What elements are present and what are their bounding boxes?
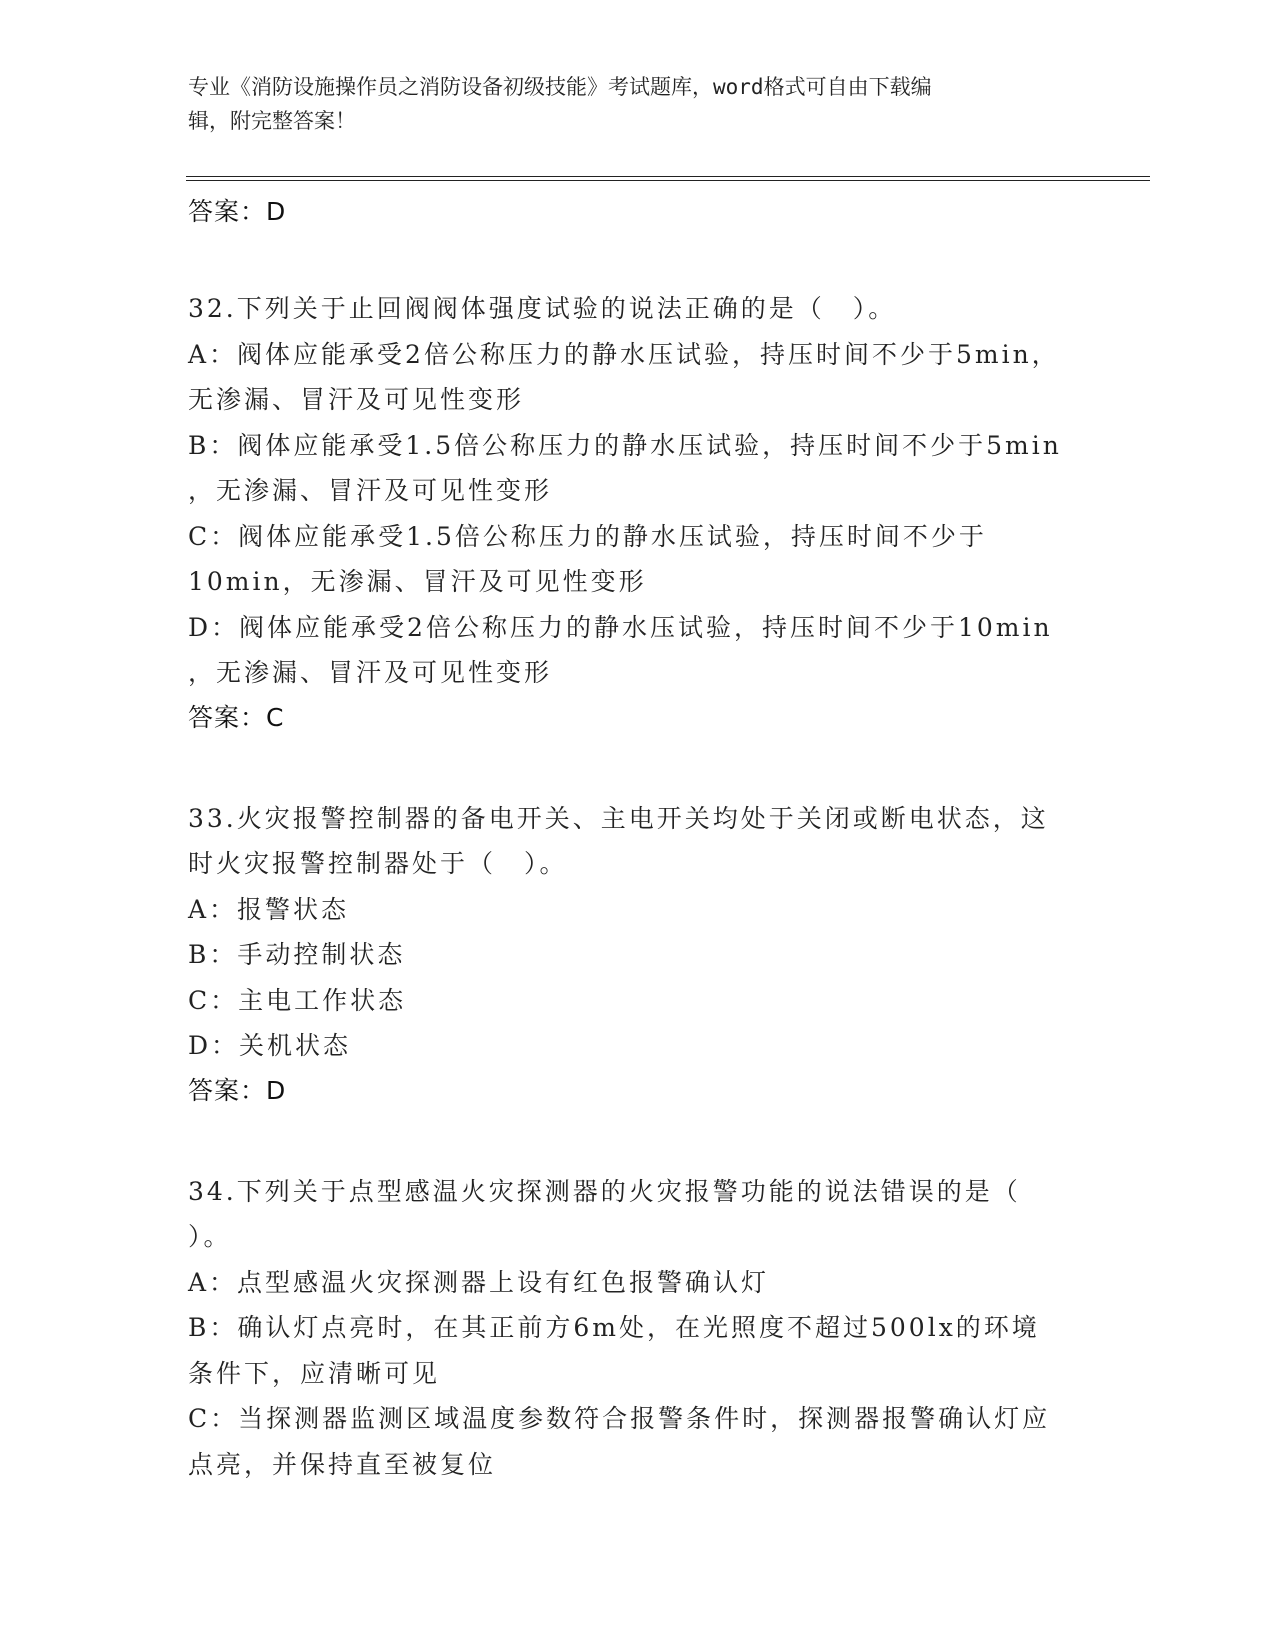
question-33-stem: 33.火灾报警控制器的备电开关、主电开关均处于关闭或断电状态，这 (188, 803, 1049, 833)
question-33-option-c: C：主电工作状态 (188, 985, 407, 1015)
question-32-option-d: D：阀体应能承受2倍公称压力的静水压试验，持压时间不少于10min (188, 612, 1053, 642)
question-33 (188, 796, 1088, 1113)
question-34 (188, 1169, 1088, 1488)
question-32-option-d-cont: ，无渗漏、冒汗及可见性变形 (188, 658, 553, 687)
question-32-stem: 32.下列关于止回阀阀体强度试验的说法正确的是（ ）。 (188, 294, 897, 323)
question-34-option-b-cont: 条件下，应清晰可见 (188, 1358, 441, 1388)
question-32-option-b: B：阀体应能承受1.5倍公称压力的静水压试验，持压时间不少于5min (188, 430, 1062, 460)
question-33-option-b: B：手动控制状态 (188, 940, 406, 969)
question-32-answer: 答案：C (188, 702, 285, 732)
question-32-option-a-cont: 无渗漏、冒汗及可见性变形 (188, 385, 525, 414)
header-line-2: 辑，附完整答案！ (188, 109, 356, 133)
question-32-option-b-cont: ，无渗漏、冒汗及可见性变形 (188, 476, 553, 505)
question-32-option-c: C：阀体应能承受1.5倍公称压力的静水压试验，持压时间不少于 (188, 521, 987, 551)
question-32-option-a: A：阀体应能承受2倍公称压力的静水压试验，持压时间不少于5min， (188, 339, 1060, 369)
header-double-rule (186, 176, 1150, 181)
question-33-option-d: D：关机状态 (188, 1031, 352, 1060)
question-34-option-c: C：当探测器监测区域温度参数符合报警条件时，探测器报警确认灯应 (188, 1404, 1051, 1433)
question-34-stem: 34.下列关于点型感温火灾探测器的火灾报警功能的说法错误的是（ (188, 1176, 1021, 1206)
spacer (188, 740, 1088, 796)
question-33-stem-cont: 时火灾报警控制器处于（ ）。 (188, 849, 568, 878)
question-34-option-c-cont: 点亮，并保持直至被复位 (188, 1449, 497, 1479)
question-34-stem-cont: ）。 (188, 1222, 232, 1251)
spacer (188, 234, 1088, 286)
question-32 (188, 286, 1088, 740)
question-33-answer: 答案：D (188, 1075, 287, 1105)
answer-previous: 答案：D (188, 197, 287, 226)
question-content (188, 190, 1088, 1487)
question-33-option-a: A：报警状态 (188, 894, 350, 924)
question-34-option-b: B：确认灯点亮时，在其正前方6m处，在光照度不超过500lx的环境 (188, 1313, 1040, 1342)
question-32-option-c-cont: 10min，无渗漏、冒汗及可见性变形 (188, 567, 647, 596)
spacer (188, 1113, 1088, 1169)
question-34-option-a: A：点型感温火灾探测器上设有红色报警确认灯 (188, 1267, 770, 1297)
header-line-1: 专业《消防设施操作员之消防设备初级技能》考试题库，word格式可自由下载编 (188, 75, 932, 99)
document-header (188, 70, 1088, 138)
